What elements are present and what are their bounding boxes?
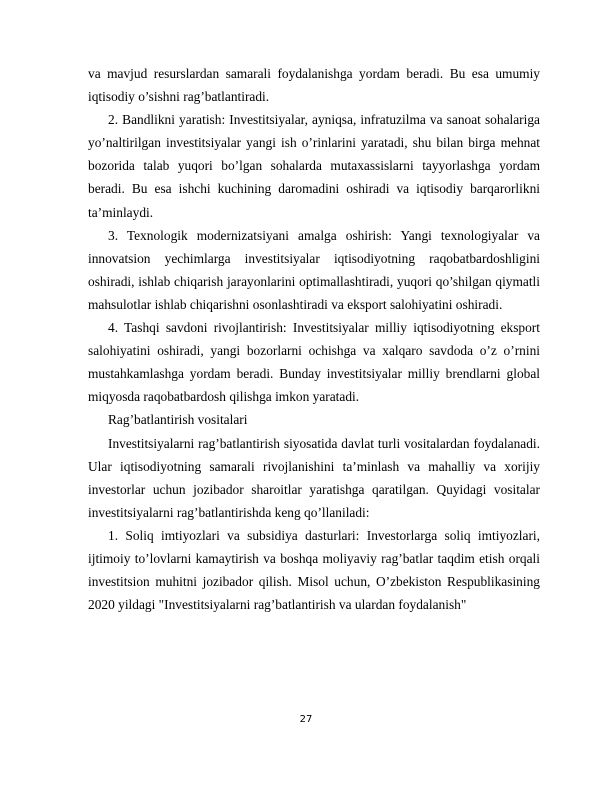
paragraph-tax-incentives: 1. Soliq imtiyozlari va subsidiya dasturlari: Investorlarga soliq imtiyozlari, ijtimoiy to’lovlarni kamaytirish va boshqa moliyaviy rag’batlar taqdim etish orqali investitsion muhitni jozibador qilish. Misol uchun, O’zbekiston Respublikasining 2020 yildagi "Investitsiyalarni rag’batlantirish va ulardan foydalanish" xyxy=(88,527,540,613)
paragraph-foreign-trade: 4. Tashqi savdoni rivojlantirish: Investitsiyalar milliy iqtisodiyotning eksport salohiyatini oshiradi, yangi bozorlarni ochishga va xalqaro savdoda o’z o’rnini mustahkamlashga yordam beradi. Bunday investitsiyalar milliy brendlarni global miqyosda raqobatbardosh qilishga imkon yaratadi. xyxy=(88,320,540,405)
paragraph-technology: 3. Texnologik modernizatsiyani amalga oshirish: Yangi texnologiyalar va innovatsion yechimlarga investitsiyalar iqtisodiyotning raqobatbardoshligini oshiradi, ishlab chiqarish jarayonlarini optimallashtiradi, yuqori qo’shilgan qiymatli mahsulotlar ishlab chiqarishni osonlashtiradi va eksport salohiyatini oshiradi. xyxy=(88,227,540,312)
paragraph-continuation: va mavjud resurslardan samarali foydalanishga yordam beradi. Bu esa umumiy iqtisodiy o’sishni rag’batlantiradi. xyxy=(88,66,540,105)
section-heading: Rag’batlantirish vositalari xyxy=(108,412,248,428)
page-number: 27 xyxy=(299,714,313,725)
paragraph-employment: 2. Bandlikni yaratish: Investitsiyalar, ayniqsa, infratuzilma va sanoat sohalariga yo’naltirilgan investitsiyalar yangi ish o’rinlarini yaratadi, shu bilan birga mehnat bozorida talab yuqori bo’lgan sohalarda mutaxassislarni tayyorlashga yordam beradi. Bu esa ishchi kuchining daromadini oshiradi va iqtisodiy barqarorlikni ta’minlaydi. xyxy=(88,112,540,220)
paragraph-incentive-tools: Investitsiyalarni rag’batlantirish siyosatida davlat turli vositalardan foydalanadi. Ular iqtisodiyotning samarali rivojlanishini ta’minlash va mahalliy va xorijiy investorlar uchun jozibador sharoitlar yaratishga qaratilgan. Quyidagi vositalar investitsiyalarni rag’batlantirishda keng qo’llaniladi: xyxy=(88,435,540,520)
body-text xyxy=(88,62,540,616)
